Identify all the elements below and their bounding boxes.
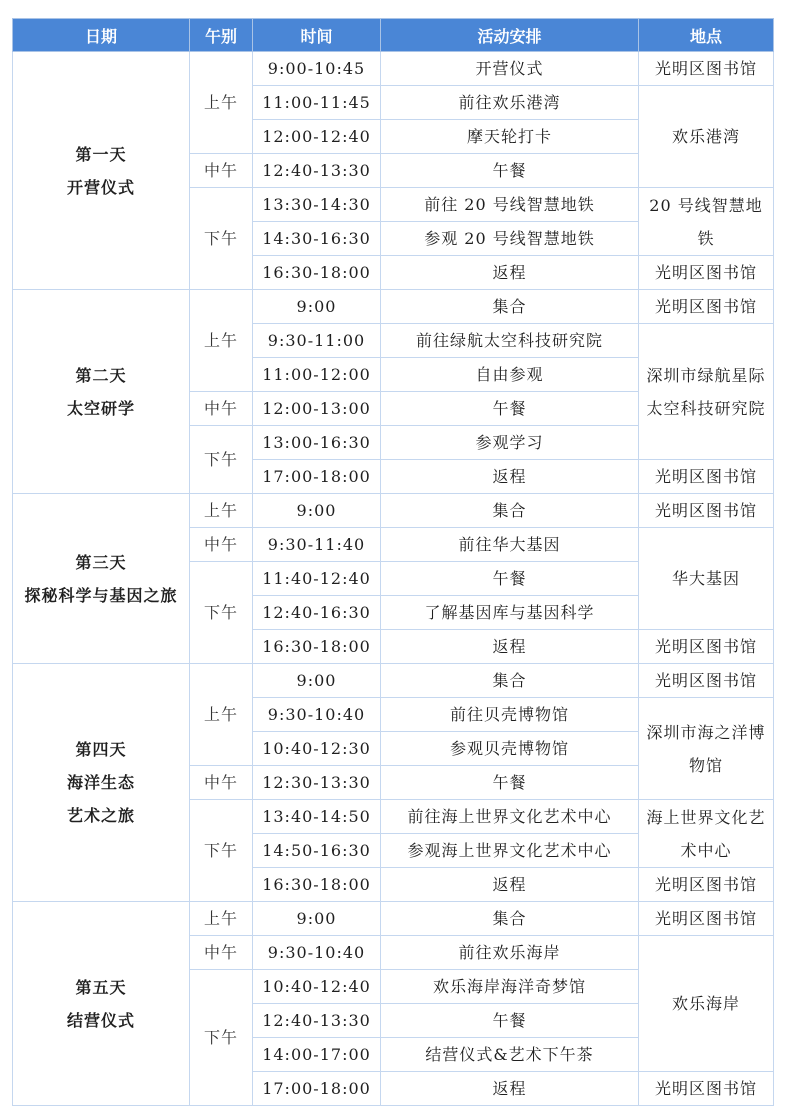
activity-cell: 返程 xyxy=(381,630,639,664)
time-cell: 12:30-13:30 xyxy=(253,766,381,800)
day-cell xyxy=(13,902,190,1106)
time-cell: 13:40-14:50 xyxy=(253,800,381,834)
activity-cell: 返程 xyxy=(381,1072,639,1106)
time-cell: 11:00-12:00 xyxy=(253,358,381,392)
location-cell: 光明区图书馆 xyxy=(639,630,774,664)
day-subtitle: 开营仪式 xyxy=(66,177,135,197)
activity-cell: 自由参观 xyxy=(381,358,639,392)
time-cell: 12:40-16:30 xyxy=(253,596,381,630)
day-cell xyxy=(13,494,190,664)
table-header-row xyxy=(13,19,774,52)
time-cell: 16:30-18:00 xyxy=(253,256,381,290)
activity-cell: 了解基因库与基因科学 xyxy=(381,596,639,630)
activity-cell: 前往欢乐海岸 xyxy=(381,936,639,970)
day-title: 第一天 xyxy=(75,144,127,164)
period-cell: 下午 xyxy=(190,970,253,1106)
location-cell: 光明区图书馆 xyxy=(639,460,774,494)
activity-cell: 集合 xyxy=(381,494,639,528)
activity-cell: 前往 20 号线智慧地铁 xyxy=(381,188,639,222)
period-cell: 上午 xyxy=(190,494,253,528)
activity-cell: 前往欢乐港湾 xyxy=(381,86,639,120)
activity-cell: 集合 xyxy=(381,664,639,698)
time-cell: 12:40-13:30 xyxy=(253,154,381,188)
period-cell: 下午 xyxy=(190,800,253,902)
activity-cell: 集合 xyxy=(381,902,639,936)
time-cell: 9:30-11:40 xyxy=(253,528,381,562)
activity-cell: 开营仪式 xyxy=(381,52,639,86)
time-cell: 10:40-12:40 xyxy=(253,970,381,1004)
period-cell: 下午 xyxy=(190,426,253,494)
table-row xyxy=(13,494,774,528)
time-cell: 11:00-11:45 xyxy=(253,86,381,120)
location-cell: 光明区图书馆 xyxy=(639,290,774,324)
header-period: 午别 xyxy=(190,19,253,52)
time-cell: 9:00-10:45 xyxy=(253,52,381,86)
time-cell: 12:40-13:30 xyxy=(253,1004,381,1038)
time-cell: 14:30-16:30 xyxy=(253,222,381,256)
location-cell: 欢乐港湾 xyxy=(639,86,774,188)
period-cell: 上午 xyxy=(190,52,253,154)
activity-cell: 摩天轮打卡 xyxy=(381,120,639,154)
header-activity: 活动安排 xyxy=(381,19,639,52)
time-cell: 9:30-11:00 xyxy=(253,324,381,358)
day-title: 第三天 xyxy=(75,552,127,572)
activity-cell: 午餐 xyxy=(381,392,639,426)
activity-cell: 参观 20 号线智慧地铁 xyxy=(381,222,639,256)
location-cell: 深圳市海之洋博物馆 xyxy=(639,698,774,800)
location-cell: 光明区图书馆 xyxy=(639,256,774,290)
schedule-table xyxy=(12,18,774,1106)
activity-cell: 前往绿航太空科技研究院 xyxy=(381,324,639,358)
activity-cell: 返程 xyxy=(381,256,639,290)
time-cell: 14:00-17:00 xyxy=(253,1038,381,1072)
time-cell: 9:00 xyxy=(253,290,381,324)
time-cell: 12:00-13:00 xyxy=(253,392,381,426)
header-day: 日期 xyxy=(13,19,190,52)
time-cell: 9:30-10:40 xyxy=(253,698,381,732)
day-subtitle: 结营仪式 xyxy=(66,1010,135,1030)
table-row xyxy=(13,52,774,86)
activity-cell: 前往华大基因 xyxy=(381,528,639,562)
table-row xyxy=(13,902,774,936)
activity-cell: 结营仪式&艺术下午茶 xyxy=(381,1038,639,1072)
header-location: 地点 xyxy=(639,19,774,52)
location-cell: 光明区图书馆 xyxy=(639,868,774,902)
day-cell xyxy=(13,664,190,902)
period-cell: 中午 xyxy=(190,528,253,562)
day-subtitle: 探秘科学与基因之旅 xyxy=(24,585,178,605)
location-cell: 光明区图书馆 xyxy=(639,494,774,528)
location-cell: 华大基因 xyxy=(639,528,774,630)
activity-cell: 午餐 xyxy=(381,562,639,596)
period-cell: 上午 xyxy=(190,290,253,392)
day-title: 第二天 xyxy=(75,365,127,385)
location-cell: 20 号线智慧地铁 xyxy=(639,188,774,256)
day-title: 第四天 xyxy=(75,740,127,759)
time-cell: 12:00-12:40 xyxy=(253,120,381,154)
activity-cell: 集合 xyxy=(381,290,639,324)
location-cell: 欢乐海岸 xyxy=(639,936,774,1072)
day-cell xyxy=(13,290,190,494)
time-cell: 9:00 xyxy=(253,902,381,936)
activity-cell: 返程 xyxy=(381,460,639,494)
period-cell: 下午 xyxy=(190,188,253,290)
day-cell xyxy=(13,52,190,290)
table-row xyxy=(13,664,774,698)
activity-cell: 参观学习 xyxy=(381,426,639,460)
time-cell: 13:30-14:30 xyxy=(253,188,381,222)
location-cell: 光明区图书馆 xyxy=(639,664,774,698)
location-cell: 光明区图书馆 xyxy=(639,1072,774,1106)
activity-cell: 欢乐海岸海洋奇梦馆 xyxy=(381,970,639,1004)
time-cell: 9:00 xyxy=(253,664,381,698)
activity-cell: 前往海上世界文化艺术中心 xyxy=(381,800,639,834)
table-row xyxy=(13,290,774,324)
time-cell: 9:30-10:40 xyxy=(253,936,381,970)
period-cell: 中午 xyxy=(190,766,253,800)
location-cell: 光明区图书馆 xyxy=(639,902,774,936)
day-subtitle: 海洋生态 xyxy=(66,773,135,792)
time-cell: 17:00-18:00 xyxy=(253,1072,381,1106)
time-cell: 10:40-12:30 xyxy=(253,732,381,766)
activity-cell: 参观贝壳博物馆 xyxy=(381,732,639,766)
activity-cell: 午餐 xyxy=(381,1004,639,1038)
activity-cell: 午餐 xyxy=(381,154,639,188)
day-title: 第五天 xyxy=(75,977,127,997)
period-cell: 下午 xyxy=(190,562,253,664)
period-cell: 中午 xyxy=(190,936,253,970)
activity-cell: 前往贝壳博物馆 xyxy=(381,698,639,732)
time-cell: 14:50-16:30 xyxy=(253,834,381,868)
location-cell: 海上世界文化艺术中心 xyxy=(639,800,774,868)
day-subtitle: 太空研学 xyxy=(66,398,135,418)
activity-cell: 参观海上世界文化艺术中心 xyxy=(381,834,639,868)
time-cell: 16:30-18:00 xyxy=(253,868,381,902)
day-subtitle-line2: 艺术之旅 xyxy=(66,806,135,825)
period-cell: 中午 xyxy=(190,154,253,188)
time-cell: 16:30-18:00 xyxy=(253,630,381,664)
location-cell: 光明区图书馆 xyxy=(639,52,774,86)
location-cell: 深圳市绿航星际太空科技研究院 xyxy=(639,324,774,460)
time-cell: 11:40-12:40 xyxy=(253,562,381,596)
header-time: 时间 xyxy=(253,19,381,52)
time-cell: 13:00-16:30 xyxy=(253,426,381,460)
time-cell: 17:00-18:00 xyxy=(253,460,381,494)
period-cell: 上午 xyxy=(190,664,253,766)
time-cell: 9:00 xyxy=(253,494,381,528)
activity-cell: 午餐 xyxy=(381,766,639,800)
period-cell: 上午 xyxy=(190,902,253,936)
period-cell: 中午 xyxy=(190,392,253,426)
activity-cell: 返程 xyxy=(381,868,639,902)
